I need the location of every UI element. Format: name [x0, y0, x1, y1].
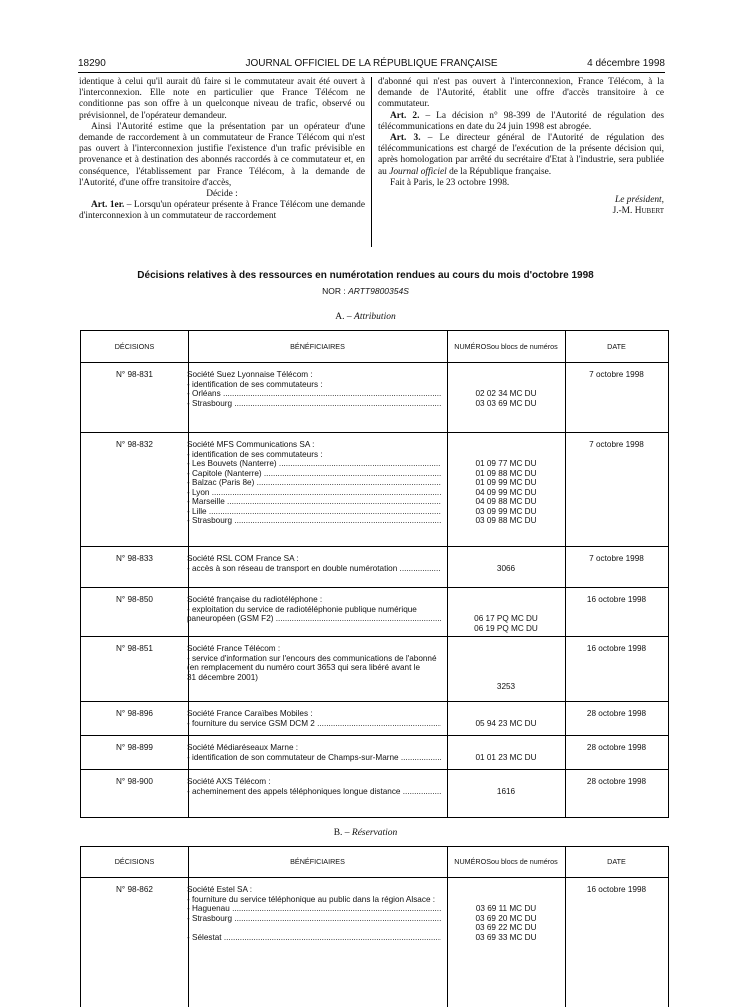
numbers-cell [447, 885, 565, 942]
numbers-cell [447, 743, 565, 762]
number-block: 3066 [496, 563, 516, 573]
page-header [78, 58, 665, 72]
beneficiary-cell [187, 885, 441, 942]
beneficiary-line: - acheminement des appels téléphoniques longue distance ..... [187, 787, 441, 797]
number-block [447, 663, 565, 673]
header-numeros [447, 331, 565, 362]
part-a-prefix: A. – [335, 312, 355, 322]
beneficiary-line: - Les Bouvets (Nanterre) ..... [187, 459, 441, 469]
number-block: 04 09 88 MC DU [475, 497, 537, 506]
table-row [81, 701, 668, 736]
table-row [81, 432, 668, 547]
header-numeros-main: NUMÉROS [454, 341, 491, 351]
article-1-label: Art. 1er. [91, 200, 125, 211]
number-block: 03 69 33 MC DU [475, 932, 537, 942]
beneficiary-line: - Strasbourg ..... [187, 516, 441, 526]
beneficiary-line: Société France Caraïbes Mobiles : [187, 709, 313, 718]
number-block: 1616 [496, 786, 516, 796]
beneficiary-line: - Capitole (Nanterre) ..... [187, 469, 441, 479]
beneficiary-line: - identification de son commutateur de Champs-sur-Marne ..... [187, 753, 441, 763]
table-row [81, 546, 668, 588]
right-column [378, 77, 664, 217]
numbers-cell [447, 595, 565, 633]
numbers-cell [447, 440, 565, 526]
article-3 [378, 133, 664, 178]
article-3-journal: Journal officiel [389, 166, 447, 177]
article-3-text-b: de la République française. [446, 166, 552, 177]
header-date: DATE [607, 341, 626, 351]
beneficiary-line: Société RSL COM France SA : [187, 554, 299, 563]
part-b-prefix: B. – [333, 828, 352, 838]
article-1-text: – Lorsqu'un opérateur présente à France Télécom une demande d'interconnexion à un commutateur de raccordement [79, 200, 365, 222]
decision-number: N° 98-851 [116, 644, 153, 653]
header-decisions: DÉCISIONS [114, 341, 155, 351]
beneficiary-line: paneuropéen (GSM F2) ..... [187, 614, 441, 624]
beneficiary-line: - Marseille ..... [187, 497, 441, 507]
number-block: 03 09 88 MC DU [475, 516, 537, 525]
nor-label: NOR : [322, 286, 349, 296]
issue-date: 4 décembre 1998 [587, 58, 665, 69]
table-row [81, 735, 668, 770]
table-row [81, 877, 668, 1007]
signature [378, 195, 664, 217]
decision-date: 7 octobre 1998 [589, 554, 644, 563]
article-2 [378, 111, 664, 133]
beneficiary-line: Société AXS Télécom : [187, 777, 271, 786]
number-block [447, 644, 565, 654]
decision-date: 7 octobre 1998 [589, 370, 644, 379]
beneficiary-line [187, 624, 441, 634]
number-block [447, 440, 565, 450]
number-block [447, 370, 565, 380]
header-rule [78, 72, 665, 73]
beneficiary-line [187, 923, 441, 933]
decision-number: N° 98-831 [116, 370, 153, 379]
decision-date: 28 octobre 1998 [586, 743, 647, 752]
header-beneficiaires: BÉNÉFICIAIRES [290, 857, 345, 866]
beneficiary-line: - exploitation du service de radiotéléphonie publique numérique [187, 604, 417, 614]
beneficiary-line: - Lille ..... [187, 507, 441, 517]
beneficiary-line: Société Médiaréseaux Marne : [187, 743, 299, 752]
beneficiary-line: - Haguenau ..... [187, 904, 441, 914]
number-block: 05 94 23 MC DU [475, 718, 537, 728]
header-numeros-sub: ou blocs de numéros [491, 857, 558, 866]
decision-number: N° 98-899 [116, 743, 153, 752]
decision-number: N° 98-833 [116, 554, 153, 563]
beneficiary-cell [187, 644, 441, 692]
number-block: 03 69 22 MC DU [475, 923, 537, 932]
number-block [447, 595, 565, 605]
beneficiary-line [187, 682, 441, 692]
nor-line [0, 286, 731, 296]
section-title: Décisions relatives à des ressources en numérotation rendues au cours du mois d'octobre 1998 [137, 270, 594, 281]
decision-date: 28 octobre 1998 [586, 777, 647, 786]
number-block: 3253 [496, 682, 516, 691]
beneficiary-cell [187, 743, 441, 762]
number-block: 03 09 99 MC DU [475, 506, 537, 516]
left-paragraph-1: identique à celui qu'il aurait dû faire si le commutateur avait été ouvert à l'interconnexion. Elle note en particulier que France Télécom ne conditionne pas son offre à un quelconque niveau de trafic, observé ou prévisionnel, de l'opérateur demandeur. [79, 77, 365, 121]
beneficiary-line: - Strasbourg ..... [187, 914, 441, 924]
beneficiary-line: - fourniture du service GSM DCM 2 ..... [187, 719, 441, 729]
header-numeros [447, 847, 565, 877]
part-a-heading [0, 312, 731, 322]
number-block [447, 743, 565, 753]
table-header [81, 331, 668, 363]
table-header [81, 847, 668, 878]
number-block [447, 554, 565, 564]
beneficiary-cell [187, 440, 441, 526]
right-paragraph-1: d'abonné qui n'est pas ouvert à l'interconnexion, France Télécom, à la demande de l'Autorité, établit une offre d'accès transitoire à ce commutateur. [378, 77, 664, 110]
beneficiary-line: (en remplacement du numéro court 3653 qui sera libéré avant le [187, 663, 421, 672]
numbers-cell [447, 554, 565, 573]
article-3-text-a: – Le directeur général de l'Autorité de régulation des télécommunications est chargé de l'exécution de la présente décision qui, après homologation par arrêté du secrétaire d'Etat à l'industrie, sera publiée au [378, 133, 664, 177]
number-block: 01 09 99 MC DU [475, 478, 537, 487]
decision-number: N° 98-896 [116, 709, 153, 718]
number-block [447, 709, 565, 719]
numbers-cell [447, 777, 565, 796]
number-block [447, 654, 565, 664]
beneficiary-cell [187, 777, 441, 796]
beneficiary-line: - identification de ses commutateurs : [187, 379, 323, 389]
number-block: 03 69 11 MC DU [475, 904, 537, 913]
beneficiary-cell [187, 709, 441, 728]
table-row [81, 587, 668, 637]
number-block [447, 380, 565, 390]
beneficiary-line: Société Estel SA : [187, 885, 253, 894]
journal-title: JOURNAL OFFICIEL DE LA RÉPUBLIQUE FRANÇAISE [245, 58, 498, 69]
table-row [81, 769, 668, 817]
attribution-table [80, 330, 669, 818]
decision-date: 7 octobre 1998 [589, 440, 644, 449]
number-block [447, 885, 565, 895]
beneficiary-cell [187, 554, 441, 573]
number-block: 06 17 PQ MC DU [474, 614, 538, 623]
article-2-label: Art. 2. [390, 110, 420, 121]
number-block [447, 450, 565, 460]
beneficiary-line: - identification de ses commutateurs : [187, 449, 323, 459]
column-separator [371, 77, 372, 247]
numbers-cell [447, 709, 565, 728]
decision-date: 16 octobre 1998 [586, 595, 647, 604]
number-block: 01 09 77 MC DU [475, 459, 537, 468]
numbers-cell [447, 370, 565, 408]
number-block: 01 09 88 MC DU [475, 468, 537, 478]
beneficiary-cell [187, 370, 441, 408]
number-block: 04 09 99 MC DU [475, 487, 537, 497]
table-row [81, 362, 668, 433]
number-block [447, 895, 565, 905]
page-number: 18290 [78, 58, 106, 69]
number-block [447, 777, 565, 787]
decision-date: 28 octobre 1998 [586, 709, 647, 718]
beneficiary-line: - accès à son réseau de transport en double numérotation ..... [187, 564, 441, 574]
decision-date: 16 octobre 1998 [586, 885, 647, 894]
number-block: 02 02 34 MC DU [475, 389, 537, 398]
header-numeros-sub: ou blocs de numéros [491, 341, 558, 351]
table-row [81, 636, 668, 702]
article-2-text: – La décision n° 98-399 de l'Autorité de régulation des télécommunications en date du 24 juin 1998 est abrogée. [378, 110, 664, 132]
header-beneficiaires: BÉNÉFICIAIRES [290, 341, 345, 351]
reservation-table [80, 846, 669, 1007]
beneficiary-line: - Lyon ..... [187, 488, 441, 498]
numbers-cell [447, 644, 565, 692]
header-decisions: DÉCISIONS [114, 857, 155, 866]
part-b-title: Réservation [351, 828, 398, 838]
number-block [447, 673, 565, 683]
number-block: 06 19 PQ MC DU [474, 623, 538, 633]
number-block: 03 69 20 MC DU [475, 913, 537, 923]
beneficiary-line: Société France Télécom : [187, 644, 281, 653]
header-date: DATE [607, 857, 626, 866]
beneficiary-line: Société Suez Lyonnaise Télécom : [187, 370, 313, 379]
beneficiary-line: - Balzac (Paris 8e) ..... [187, 478, 441, 488]
part-b-heading [0, 828, 731, 838]
decision-number: N° 98-850 [116, 595, 153, 604]
nor-code: ARTT9800354S [348, 286, 409, 296]
article-3-label: Art. 3. [390, 133, 421, 144]
beneficiary-cell [187, 595, 441, 633]
beneficiary-line: - Orléans ..... [187, 389, 441, 399]
decide-line: Décide : [206, 189, 238, 200]
beneficiary-line: - Sélestat ..... [187, 933, 441, 943]
article-1 [79, 200, 365, 222]
part-a-title: Attribution [354, 312, 396, 322]
signature-name: J.-M. Hubert [612, 206, 664, 217]
number-block [447, 605, 565, 615]
beneficiary-line: - service d'information sur l'encours des communications de l'abonné [187, 653, 437, 663]
number-block: 01 01 23 MC DU [475, 752, 537, 762]
signature-role: Le président, [615, 195, 664, 206]
left-paragraph-2: Ainsi l'Autorité estime que la présentation par un opérateur d'une demande de raccordement à un commutateur de France Télécom qui n'est pas ouvert à l'interconnexion justifie l'existence d'un trafic prévisible en provenance et à destination des abonnés raccordés à ce commutateur et, en conséquence, l'établissement par France Télécom, à la demande de l'Autorité, d'une offre transitoire d'accès, [79, 121, 365, 188]
decision-number: N° 98-900 [116, 777, 153, 786]
decision-number: N° 98-862 [116, 885, 153, 894]
header-numeros-main: NUMÉROS [454, 857, 491, 866]
beneficiary-line: Société française du radiotéléphone : [187, 595, 323, 604]
beneficiary-line: Société MFS Communications SA : [187, 440, 315, 449]
beneficiary-line: 31 décembre 2001) [187, 672, 259, 682]
decision-number: N° 98-832 [116, 440, 153, 449]
number-block: 03 03 69 MC DU [475, 398, 537, 408]
fait-line: Fait à Paris, le 23 octobre 1998. [390, 177, 510, 188]
beneficiary-line: - Strasbourg ..... [187, 399, 441, 409]
beneficiary-line: - fourniture du service téléphonique au public dans la région Alsace : [187, 894, 436, 904]
decision-date: 16 octobre 1998 [586, 644, 647, 653]
left-column [79, 77, 365, 223]
